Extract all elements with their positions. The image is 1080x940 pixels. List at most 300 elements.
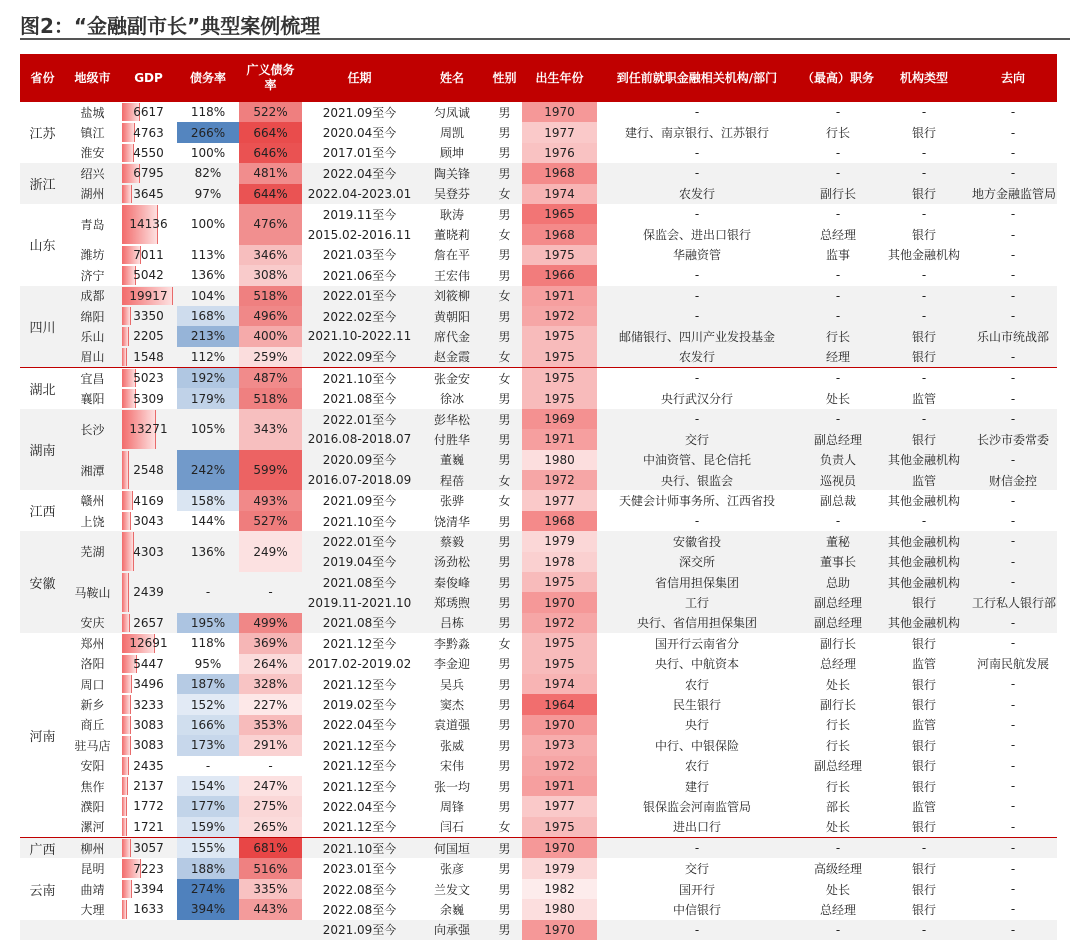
institution-cell: 工行 bbox=[684, 596, 709, 611]
term-cell: 2020.09至今 bbox=[322, 453, 397, 468]
birth-year-cell: 1980 bbox=[522, 899, 597, 919]
broad-debt-ratio-cell: 346% bbox=[239, 245, 302, 265]
term-cell: 2021.08至今 bbox=[322, 392, 397, 407]
term-cell: 2021.09至今 bbox=[322, 494, 397, 509]
birth-year-cell: 1974 bbox=[522, 184, 597, 204]
destination-cell: - bbox=[1010, 452, 1016, 467]
institution-cell: - bbox=[694, 922, 700, 937]
institution-type-cell: 银行 bbox=[911, 350, 936, 365]
institution-cell: 国开行云南省分 bbox=[654, 636, 739, 651]
institution-type-cell: 银行 bbox=[911, 432, 936, 447]
birth-year-cell: 1979 bbox=[522, 531, 597, 551]
header-city: 地级市 bbox=[65, 54, 120, 102]
name-cell: 张骅 bbox=[439, 494, 464, 509]
institution-type-cell: 银行 bbox=[911, 698, 936, 713]
name-cell: 周锋 bbox=[439, 799, 464, 814]
broad-debt-ratio-cell: 328% bbox=[239, 674, 302, 694]
term-cell: 2022.09至今 bbox=[322, 350, 397, 365]
gdp-value: 2439 bbox=[133, 585, 164, 600]
birth-year-cell: 1972 bbox=[522, 756, 597, 776]
term-cell: 2021.09至今 bbox=[322, 105, 397, 120]
name-cell: 张金安 bbox=[417, 368, 487, 389]
table-row bbox=[20, 531, 1057, 551]
institution-cell: 建行、南京银行、江苏银行 bbox=[624, 126, 769, 141]
gdp-value: 5309 bbox=[133, 391, 164, 406]
gdp-cell bbox=[120, 511, 177, 531]
table-row bbox=[20, 776, 1057, 796]
broad-debt-ratio-cell: 518% bbox=[239, 388, 302, 408]
sex-cell: 女 bbox=[498, 289, 511, 304]
destination-cell: - bbox=[1010, 902, 1016, 917]
institution-cell: 央行武汉分行 bbox=[660, 392, 733, 407]
debt-ratio-cell: 112% bbox=[190, 349, 226, 364]
position-cell: 监事 bbox=[825, 248, 850, 263]
term-cell: 2016.07-2018.09 bbox=[307, 473, 412, 488]
institution-type-cell: 银行 bbox=[911, 862, 936, 877]
header-position: （最高）职务 bbox=[797, 54, 879, 102]
name-cell: 闫石 bbox=[439, 820, 464, 835]
gdp-cell bbox=[120, 838, 177, 859]
debt-ratio-cell: 82% bbox=[194, 166, 222, 181]
position-cell: 副总经理 bbox=[813, 616, 862, 631]
city-cell: 成都 bbox=[80, 289, 105, 304]
gdp-bar bbox=[122, 777, 128, 795]
destination-cell: 长沙市委常委 bbox=[976, 432, 1049, 447]
name-cell: 向承强 bbox=[433, 923, 470, 938]
broad-debt-ratio-cell: - bbox=[268, 758, 273, 773]
figure-title: 图2：“金融副市长”典型案例梳理 bbox=[20, 14, 321, 38]
gdp-bar bbox=[122, 573, 129, 612]
birth-year-cell: 1978 bbox=[522, 552, 597, 572]
position-cell: 处长 bbox=[825, 882, 850, 897]
term-cell: 2017.02-2019.02 bbox=[307, 656, 412, 671]
gdp-value: 19917 bbox=[129, 288, 168, 303]
gdp-cell bbox=[120, 674, 177, 694]
table-body bbox=[20, 102, 1057, 940]
gdp-value: 3083 bbox=[133, 738, 164, 753]
institution-type-cell: 其他金融机构 bbox=[887, 494, 960, 509]
institution-type-cell: 银行 bbox=[911, 126, 936, 141]
gdp-cell bbox=[120, 899, 177, 919]
institution-type-cell: - bbox=[921, 166, 927, 181]
province-cell: 山东 bbox=[29, 239, 56, 255]
institution-type-cell: 其他金融机构 bbox=[887, 453, 960, 468]
debt-ratio-cell: 166% bbox=[177, 715, 239, 735]
name-cell: 秦俊峰 bbox=[433, 575, 470, 590]
institution-type-cell: - bbox=[921, 922, 927, 937]
debt-ratio-cell: 152% bbox=[177, 694, 239, 714]
position-cell: 副行长 bbox=[819, 187, 856, 202]
gdp-cell bbox=[120, 184, 177, 204]
city-cell: 镇江 bbox=[80, 126, 105, 141]
destination-cell: - bbox=[1010, 738, 1016, 753]
debt-ratio-cell: 136% bbox=[190, 544, 226, 559]
term-cell: 2022.04至今 bbox=[322, 799, 397, 814]
table-row bbox=[20, 163, 1057, 183]
gdp-cell bbox=[120, 409, 177, 450]
institution-cell: 农发行 bbox=[678, 187, 715, 202]
gdp-cell bbox=[120, 450, 177, 491]
term-cell: 2022.01至今 bbox=[322, 534, 397, 549]
name-cell: 汤劲松 bbox=[433, 555, 470, 570]
institution-cell: 农行 bbox=[684, 759, 709, 774]
table-row bbox=[20, 838, 1057, 859]
gdp-cell bbox=[120, 286, 177, 306]
gdp-value: 6795 bbox=[133, 166, 164, 181]
name-cell: 何国垣 bbox=[417, 838, 487, 859]
destination-cell: 工行私人银行部 bbox=[972, 596, 1057, 611]
gdp-value: 7011 bbox=[133, 247, 164, 262]
sex-cell: 男 bbox=[498, 738, 511, 753]
sex-cell: 女 bbox=[498, 228, 511, 243]
destination-cell: - bbox=[1010, 493, 1016, 508]
province-cell: 江苏 bbox=[29, 127, 56, 143]
gdp-cell bbox=[120, 735, 177, 755]
sex-cell: 男 bbox=[498, 596, 511, 611]
institution-cell: 保监会、进出口银行 bbox=[642, 228, 751, 243]
position-cell: 部长 bbox=[825, 799, 850, 814]
table-row bbox=[20, 204, 1057, 224]
birth-year-cell: 1968 bbox=[522, 511, 597, 531]
institution-type-cell: 银行 bbox=[911, 759, 936, 774]
position-cell: 董事长 bbox=[819, 555, 856, 570]
position-cell: - bbox=[835, 207, 841, 222]
birth-year-cell: 1976 bbox=[522, 143, 597, 163]
debt-ratio-cell: 105% bbox=[190, 422, 226, 437]
term-cell: 2021.12至今 bbox=[322, 759, 397, 774]
sex-cell: 男 bbox=[498, 923, 511, 938]
broad-debt-ratio-cell: 275% bbox=[239, 796, 302, 816]
debt-ratio-cell: 179% bbox=[177, 388, 239, 408]
city-cell: 青岛 bbox=[80, 217, 105, 232]
sex-cell: 男 bbox=[487, 838, 522, 859]
sex-cell: 男 bbox=[498, 412, 511, 427]
institution-cell: 农行 bbox=[684, 677, 709, 692]
sex-cell: 男 bbox=[498, 268, 511, 283]
institution-cell: - bbox=[597, 368, 797, 389]
name-cell: 徐冰 bbox=[439, 392, 464, 407]
city-cell: 盐城 bbox=[80, 105, 105, 120]
city-cell: 乐山 bbox=[80, 329, 105, 344]
position-cell: 经理 bbox=[825, 350, 850, 365]
debt-ratio-cell: 154% bbox=[177, 776, 239, 796]
institution-type-cell: - bbox=[921, 412, 927, 427]
debt-ratio-cell: 394% bbox=[177, 899, 239, 919]
city-cell: 绍兴 bbox=[80, 166, 105, 181]
birth-year-cell: 1970 bbox=[522, 715, 597, 735]
city-cell: 宜昌 bbox=[65, 368, 120, 389]
table-row bbox=[20, 756, 1057, 776]
institution-cell: - bbox=[694, 145, 700, 160]
header-gdp: GDP bbox=[120, 54, 177, 102]
term-cell: 2021.08至今 bbox=[322, 575, 397, 590]
broad-debt-ratio-cell: 518% bbox=[239, 286, 302, 306]
table-row bbox=[20, 388, 1057, 408]
table-row bbox=[20, 184, 1057, 204]
position-cell: - bbox=[835, 514, 841, 528]
term-cell: 2021.10至今 bbox=[302, 838, 417, 859]
broad-debt-ratio-cell: 227% bbox=[239, 694, 302, 714]
position-cell: 处长 bbox=[825, 392, 850, 407]
sex-cell: 男 bbox=[498, 248, 511, 263]
position-cell: - bbox=[797, 838, 879, 859]
table-row bbox=[20, 899, 1057, 919]
sex-cell: 男 bbox=[498, 616, 511, 631]
institution-cell: - bbox=[597, 838, 797, 859]
table-row bbox=[20, 920, 1057, 940]
sex-cell: 男 bbox=[498, 718, 511, 733]
debt-ratio-cell: 158% bbox=[177, 490, 239, 510]
gdp-cell bbox=[120, 306, 177, 326]
province-cell: 云南 bbox=[29, 883, 56, 899]
position-cell: 董秘 bbox=[825, 534, 850, 549]
sex-cell: 女 bbox=[498, 350, 511, 365]
city-cell: 驻马店 bbox=[74, 738, 111, 753]
institution-type-cell: 银行 bbox=[911, 228, 936, 243]
broad-debt-ratio-cell: 353% bbox=[239, 715, 302, 735]
debt-ratio-cell: - bbox=[205, 758, 211, 773]
debt-ratio-cell bbox=[177, 920, 239, 940]
city-cell: 芜湖 bbox=[80, 545, 105, 560]
birth-year-cell: 1982 bbox=[522, 879, 597, 899]
province-cell bbox=[20, 920, 65, 940]
institution-type-cell: 银行 bbox=[911, 820, 936, 835]
province-cell: 浙江 bbox=[29, 178, 56, 194]
debt-ratio-cell: 95% bbox=[194, 656, 222, 671]
term-cell: 2021.12至今 bbox=[322, 738, 397, 753]
table-row bbox=[20, 306, 1057, 326]
birth-year-cell: 1975 bbox=[522, 654, 597, 674]
position-cell: 总经理 bbox=[819, 902, 856, 917]
name-cell: 赵金霞 bbox=[433, 350, 470, 365]
institution-cell: 中油资管、昆仑信托 bbox=[642, 453, 751, 468]
destination-cell: - bbox=[1010, 514, 1016, 528]
table-row bbox=[20, 450, 1057, 470]
institution-cell: 央行、省信用担保集团 bbox=[636, 616, 757, 631]
institution-type-cell: 银行 bbox=[911, 636, 936, 651]
debt-ratio-cell: 173% bbox=[177, 735, 239, 755]
destination-cell: 乐山市统战部 bbox=[976, 329, 1049, 344]
destination-cell: - bbox=[1010, 349, 1016, 364]
table-row bbox=[20, 613, 1057, 633]
institution-type-cell: - bbox=[921, 309, 927, 324]
header-institution-type: 机构类型 bbox=[879, 54, 969, 102]
gdp-value: 3057 bbox=[133, 841, 164, 856]
gdp-value: 2205 bbox=[133, 329, 164, 344]
debt-ratio-cell: 113% bbox=[190, 247, 226, 262]
sex-cell: 男 bbox=[498, 146, 511, 161]
position-cell: 副总经理 bbox=[813, 596, 862, 611]
institution-type-cell: 其他金融机构 bbox=[887, 575, 960, 590]
sex-cell: 男 bbox=[498, 329, 511, 344]
institution-type-cell: 监管 bbox=[911, 392, 936, 407]
debt-ratio-cell: 187% bbox=[177, 674, 239, 694]
institution-type-cell: - bbox=[921, 514, 927, 528]
birth-year-cell: 1966 bbox=[522, 265, 597, 285]
gdp-bar bbox=[122, 512, 131, 530]
name-cell: 饶清华 bbox=[433, 514, 470, 529]
province-cell: 河南 bbox=[29, 729, 56, 745]
gdp-value: 1548 bbox=[133, 349, 164, 364]
debt-ratio-cell: 100% bbox=[190, 217, 226, 232]
broad-debt-ratio-cell: 400% bbox=[239, 326, 302, 346]
gdp-value: 1772 bbox=[133, 799, 164, 814]
table-row bbox=[20, 654, 1057, 674]
broad-debt-ratio-cell: 291% bbox=[239, 735, 302, 755]
broad-debt-ratio-cell: 247% bbox=[239, 776, 302, 796]
sex-cell: 男 bbox=[498, 105, 511, 120]
destination-cell: - bbox=[1010, 309, 1016, 324]
gdp-bar bbox=[122, 614, 130, 632]
birth-year-cell: 1975 bbox=[522, 326, 597, 346]
destination-cell: - bbox=[1010, 615, 1016, 630]
institution-type-cell: 银行 bbox=[911, 187, 936, 202]
institution-cell: - bbox=[694, 105, 700, 120]
broad-debt-ratio-cell: 265% bbox=[239, 817, 302, 838]
position-cell: 行长 bbox=[825, 779, 850, 794]
gdp-value: 2435 bbox=[133, 758, 164, 773]
birth-year-cell: 1975 bbox=[522, 368, 597, 389]
destination-cell: - bbox=[1010, 861, 1016, 876]
city-cell: 长沙 bbox=[80, 422, 105, 437]
city-cell: 湘潭 bbox=[80, 463, 105, 478]
province-cell: 安徽 bbox=[29, 576, 56, 592]
position-cell: - bbox=[835, 309, 841, 324]
broad-debt-ratio-cell: 496% bbox=[239, 306, 302, 326]
institution-type-cell: 银行 bbox=[911, 779, 936, 794]
broad-debt-ratio-cell: 644% bbox=[239, 184, 302, 204]
institution-type-cell: 其他金融机构 bbox=[887, 248, 960, 263]
term-cell: 2022.08至今 bbox=[322, 902, 397, 917]
institution-cell: 农发行 bbox=[678, 350, 715, 365]
sex-cell: 男 bbox=[498, 882, 511, 897]
broad-debt-ratio-cell: 476% bbox=[239, 204, 302, 245]
title-rule bbox=[20, 38, 1070, 40]
gdp-value: 13271 bbox=[129, 422, 168, 437]
institution-type-cell: 监管 bbox=[911, 473, 936, 488]
name-cell: 周凯 bbox=[439, 126, 464, 141]
broad-debt-ratio-cell: - bbox=[268, 585, 273, 600]
broad-debt-ratio-cell: 443% bbox=[239, 899, 302, 919]
position-cell: 行长 bbox=[825, 718, 850, 733]
institution-cell: - bbox=[694, 412, 700, 427]
institution-type-cell: 其他金融机构 bbox=[887, 534, 960, 549]
gdp-bar bbox=[122, 716, 131, 734]
header-row bbox=[20, 54, 1057, 102]
table-row bbox=[20, 286, 1057, 306]
birth-year-cell: 1968 bbox=[522, 163, 597, 183]
broad-debt-ratio-cell: 527% bbox=[239, 511, 302, 531]
destination-cell: - bbox=[1010, 207, 1016, 222]
province-cell: 湖北 bbox=[20, 368, 65, 409]
term-cell: 2022.04至今 bbox=[322, 718, 397, 733]
gdp-value: 4763 bbox=[133, 125, 164, 140]
debt-ratio-cell: 100% bbox=[190, 145, 226, 160]
table-row bbox=[20, 796, 1057, 816]
destination-cell: - bbox=[1010, 575, 1016, 590]
table-row bbox=[20, 122, 1057, 142]
broad-debt-ratio-cell: 499% bbox=[239, 613, 302, 633]
gdp-bar bbox=[122, 880, 132, 898]
broad-debt-ratio-cell: 487% bbox=[239, 368, 302, 389]
gdp-value: 3233 bbox=[133, 697, 164, 712]
institution-cell: 省信用担保集团 bbox=[654, 575, 739, 590]
position-cell: - bbox=[835, 268, 841, 283]
gdp-cell bbox=[120, 265, 177, 285]
name-cell: 袁道强 bbox=[433, 718, 470, 733]
city-cell: 绵阳 bbox=[80, 309, 105, 324]
position-cell: - bbox=[835, 412, 841, 427]
broad-debt-ratio-cell: 681% bbox=[239, 838, 302, 859]
table-row bbox=[20, 409, 1057, 429]
institution-type-cell: - bbox=[921, 105, 927, 120]
term-cell: 2022.01至今 bbox=[322, 412, 397, 427]
table-row bbox=[20, 674, 1057, 694]
birth-year-cell: 1974 bbox=[522, 674, 597, 694]
table-row bbox=[20, 245, 1057, 265]
institution-type-cell: 监管 bbox=[911, 718, 936, 733]
position-cell: 处长 bbox=[825, 677, 850, 692]
institution-type-cell: 银行 bbox=[911, 677, 936, 692]
institution-type-cell: 银行 bbox=[911, 329, 936, 344]
debt-ratio-cell: 144% bbox=[190, 514, 226, 528]
sex-cell: 男 bbox=[498, 657, 511, 672]
destination-cell: - bbox=[1010, 779, 1016, 794]
gdp-cell bbox=[120, 633, 177, 653]
city-cell: 新乡 bbox=[80, 698, 105, 713]
gdp-bar bbox=[122, 185, 132, 203]
term-cell: 2021.09至今 bbox=[322, 923, 397, 938]
sex-cell: 男 bbox=[498, 514, 511, 529]
table-row bbox=[20, 858, 1057, 878]
gdp-bar bbox=[122, 451, 129, 490]
gdp-value: 2548 bbox=[133, 463, 164, 478]
header-destination: 去向 bbox=[969, 54, 1057, 102]
name-cell: 刘筱柳 bbox=[433, 289, 470, 304]
gdp-value: 3496 bbox=[133, 677, 164, 692]
cases-table bbox=[20, 54, 1057, 940]
institution-cell: 深交所 bbox=[678, 555, 715, 570]
institution-cell: - bbox=[694, 166, 700, 181]
destination-cell: - bbox=[1010, 105, 1016, 120]
broad-debt-ratio-cell: 335% bbox=[239, 879, 302, 899]
gdp-value: 5447 bbox=[133, 656, 164, 671]
destination-cell: - bbox=[1010, 819, 1016, 834]
city-cell: 濮阳 bbox=[80, 799, 105, 814]
birth-year-cell: 1972 bbox=[522, 613, 597, 633]
broad-debt-ratio-cell: 664% bbox=[239, 122, 302, 142]
name-cell: 张彦 bbox=[439, 862, 464, 877]
sex-cell: 男 bbox=[498, 759, 511, 774]
institution-type-cell: - bbox=[879, 838, 969, 859]
name-cell: 付胜华 bbox=[433, 432, 470, 447]
header-institution: 到任前就职金融相关机构/部门 bbox=[597, 54, 797, 102]
name-cell: 窦杰 bbox=[439, 698, 464, 713]
term-cell: 2022.01至今 bbox=[322, 289, 397, 304]
destination-cell: - bbox=[1010, 125, 1016, 140]
sex-cell: 男 bbox=[498, 126, 511, 141]
position-cell: - bbox=[835, 145, 841, 160]
debt-ratio-cell: 274% bbox=[177, 879, 239, 899]
institution-cell: 进出口行 bbox=[672, 820, 721, 835]
sex-cell: 女 bbox=[487, 368, 522, 389]
term-cell: 2022.04-2023.01 bbox=[307, 186, 412, 201]
gdp-cell bbox=[120, 776, 177, 796]
province-cell: 湖南 bbox=[29, 444, 56, 460]
institution-cell: 央行 bbox=[684, 718, 709, 733]
destination-cell: - bbox=[1010, 677, 1016, 692]
name-cell: 郑琇煦 bbox=[433, 596, 470, 611]
